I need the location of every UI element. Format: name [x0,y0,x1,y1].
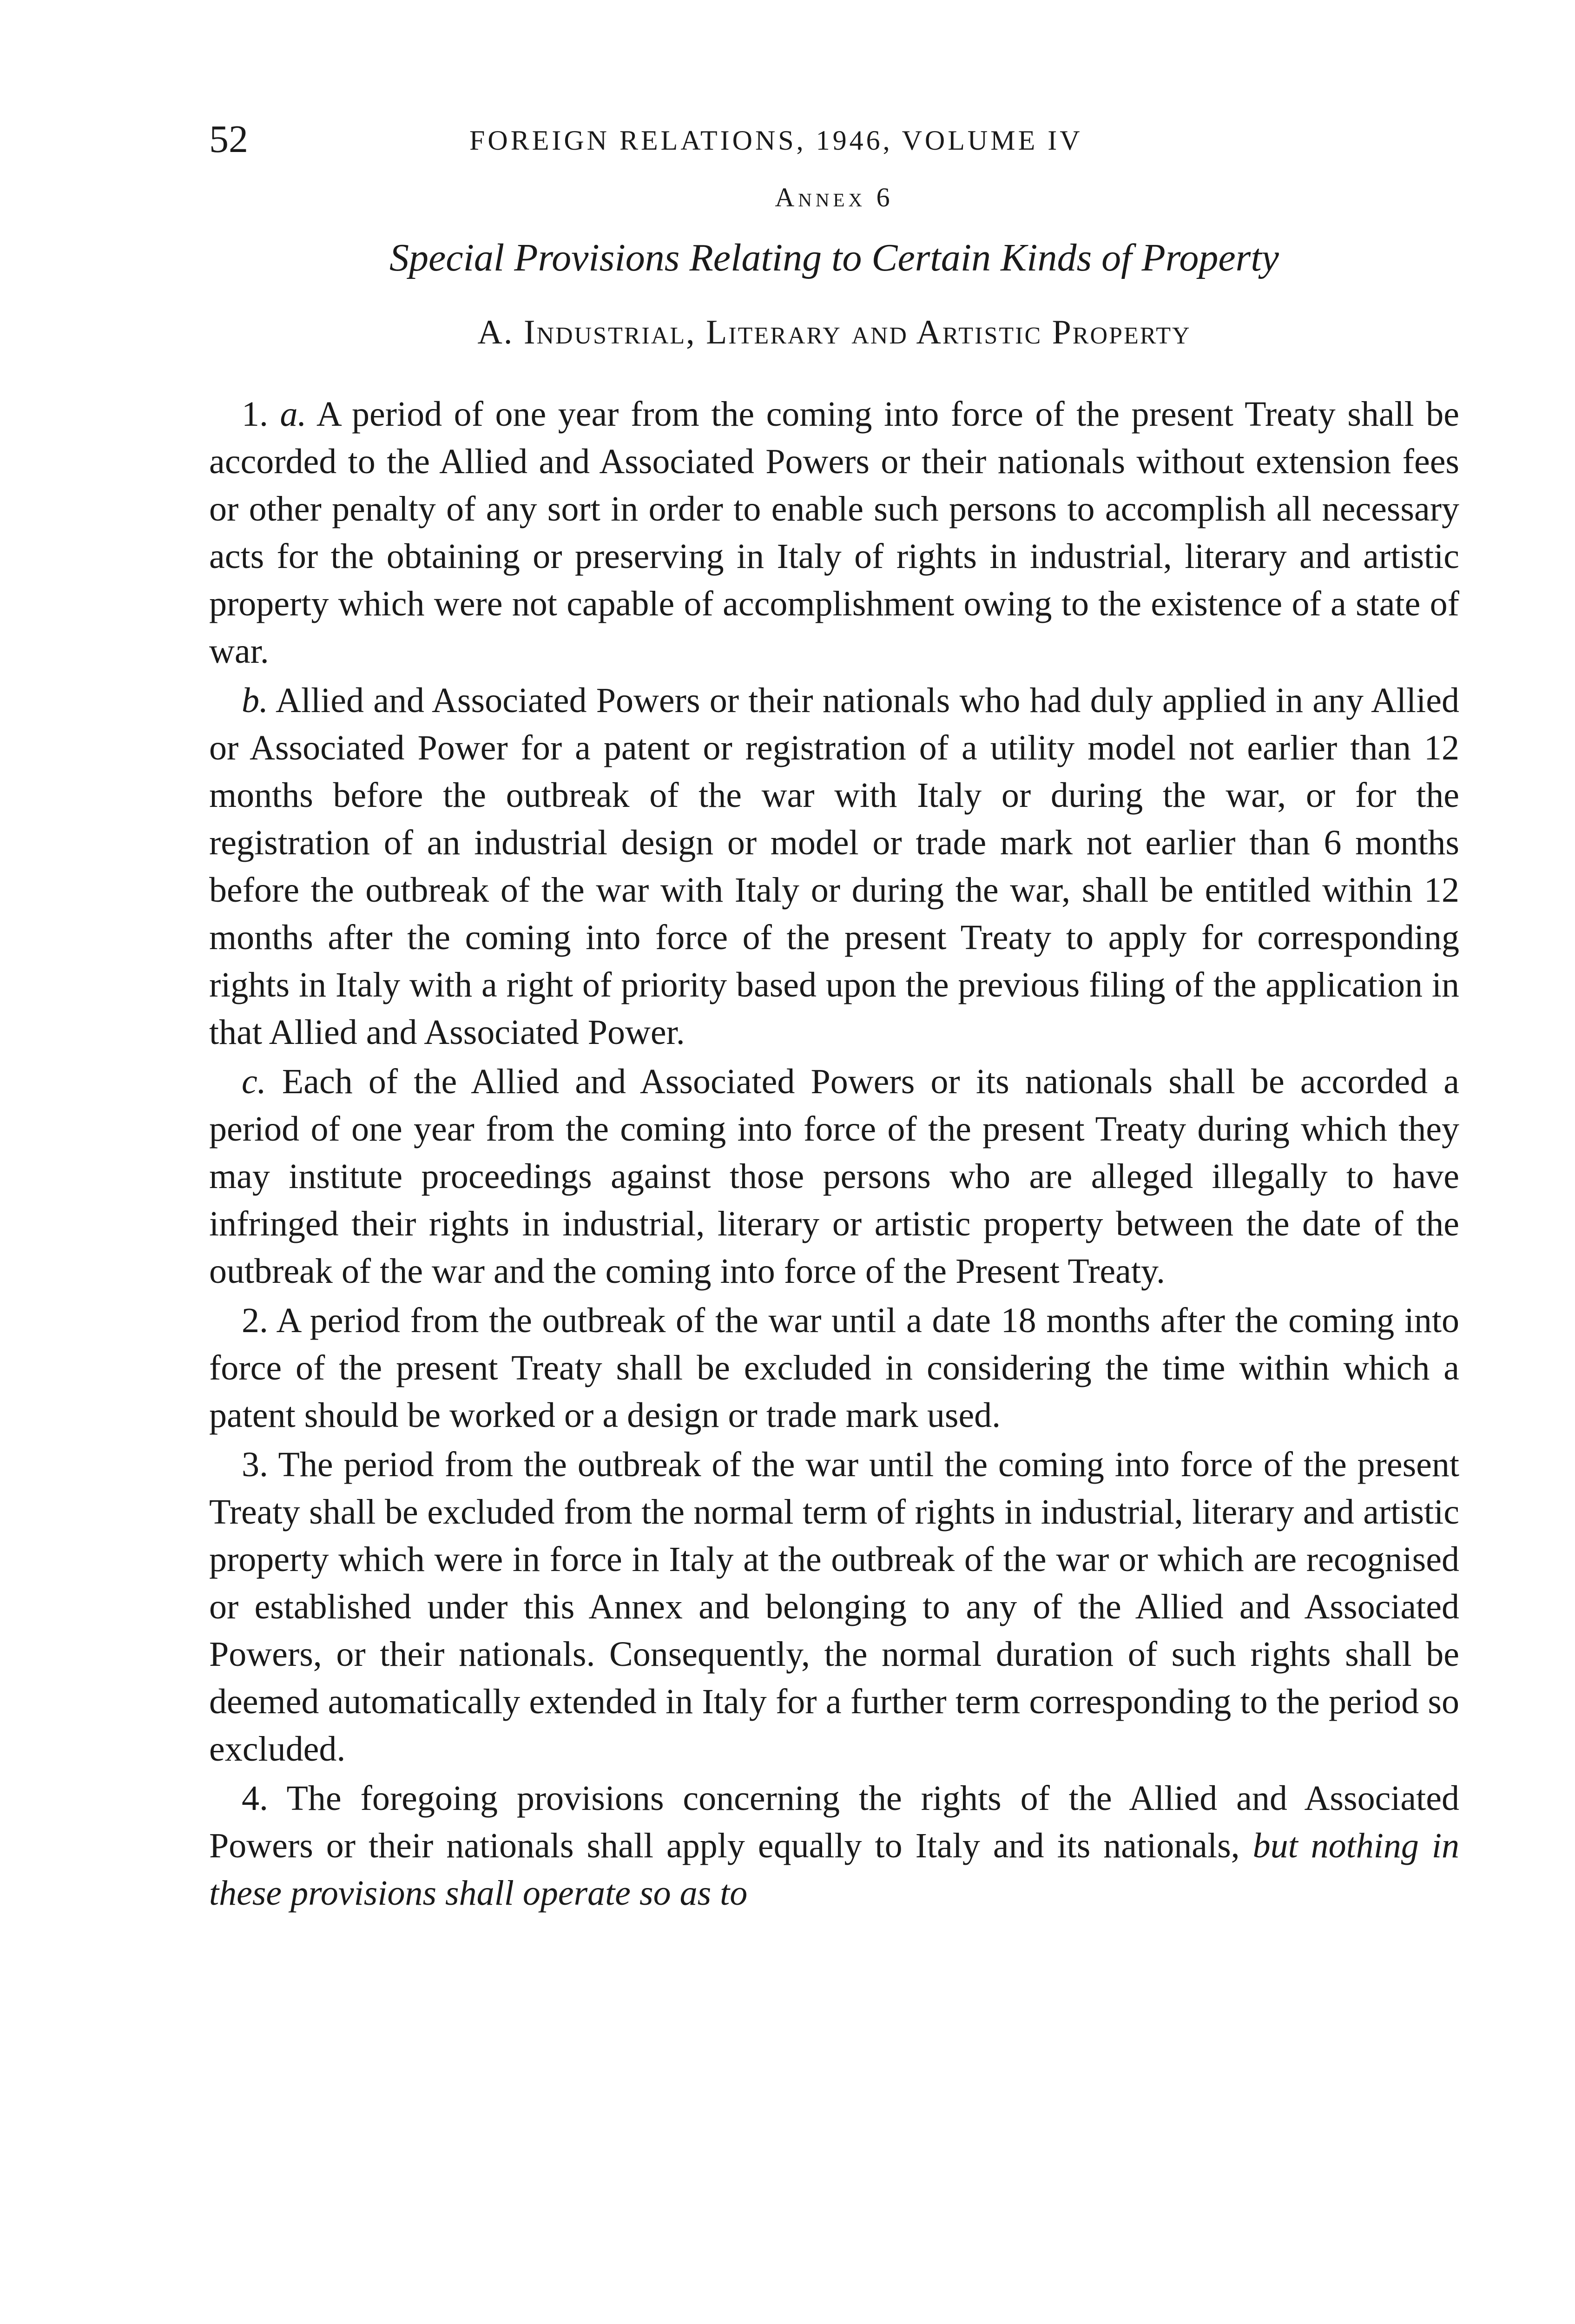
document-page [209,116,1459,1919]
running-title: FOREIGN RELATIONS, 1946, VOLUME IV [469,125,1083,156]
paragraph-text: A period of one year from the coming into force of the present Treaty shall be accorded to the Allied and Associated Powers or their nationals without extension fees or other penalty of any sort in order to enable such persons to accomplish all necessary acts for the obtaining or preserving in Italy of rights in industrial, literary and artistic property which were not capable of accomplishment owing to the existence of a state of war. [209,395,1460,671]
subparagraph-marker: a. [280,395,307,434]
running-head [209,116,1459,172]
annex-title: Special Provisions Relating to Certain Kinds of Property [389,236,1279,279]
paragraph-italic-text: but nothing in these provisions shall operate so as to [209,1826,1459,1913]
body-text [209,390,1459,1917]
paragraph-1b [209,677,1459,1056]
paragraph-text: 2. A period from the outbreak of the war until a date 18 months after the coming into force of the present Treaty shall be excluded in considering the time within which a patent should be worked or a design or trade mark used. [209,1301,1459,1435]
annex-label: Annex 6 [775,182,894,212]
subparagraph-marker: c. [242,1062,266,1101]
page-number: 52 [209,118,248,161]
subparagraph-marker: b. [242,681,268,720]
paragraph-text: Each of the Allied and Associated Powers or its nationals shall be accorded a period of one year from the coming into force of the present Treaty during which they may institute proceedings against those persons who are alleged illegally to have infringed their rights in industrial, literary or artistic property between the date of the outbreak of the war and the coming into force of the Present Treaty. [209,1062,1459,1291]
section-heading: A. Industrial, Literary and Artistic Property [477,313,1191,351]
paragraph-1c [209,1058,1459,1295]
paragraph-number: 1. [242,395,268,434]
paragraph-2 [209,1297,1459,1439]
paragraph-text: 3. The period from the outbreak of the war until the coming into force of the present Treaty shall be excluded from the normal term of rights in industrial, literary and artistic property which were in force in Italy at the outbreak of the war or which are recognised or established under this Annex and belonging to any of the Allied and Associated Powers, or their nationals. Consequently, the normal duration of such rights shall be deemed automatically extended in Italy for a further term corresponding to the period so excluded. [209,1445,1459,1769]
paragraph-4 [209,1775,1459,1917]
paragraph-1a [209,390,1459,675]
paragraph-3 [209,1441,1459,1773]
paragraph-text: 4. The foregoing provisions concerning the rights of the Allied and Associated Powers or their nationals shall apply equally to Italy and its nationals, [209,1779,1459,1865]
paragraph-text: Allied and Associated Powers or their nationals who had duly applied in any Allied or Associated Power for a patent or registration of a utility model not earlier than 12 months before the outbreak of the war with Italy or during the war, or for the registration of an industrial design or model or trade mark not earlier than 6 months before the outbreak of the war with Italy or during the war, shall be entitled within 12 months after the coming into force of the present Treaty to apply for corresponding rights in Italy with a right of priority based upon the previous filing of the application in that Allied and Associated Power. [209,681,1459,1052]
